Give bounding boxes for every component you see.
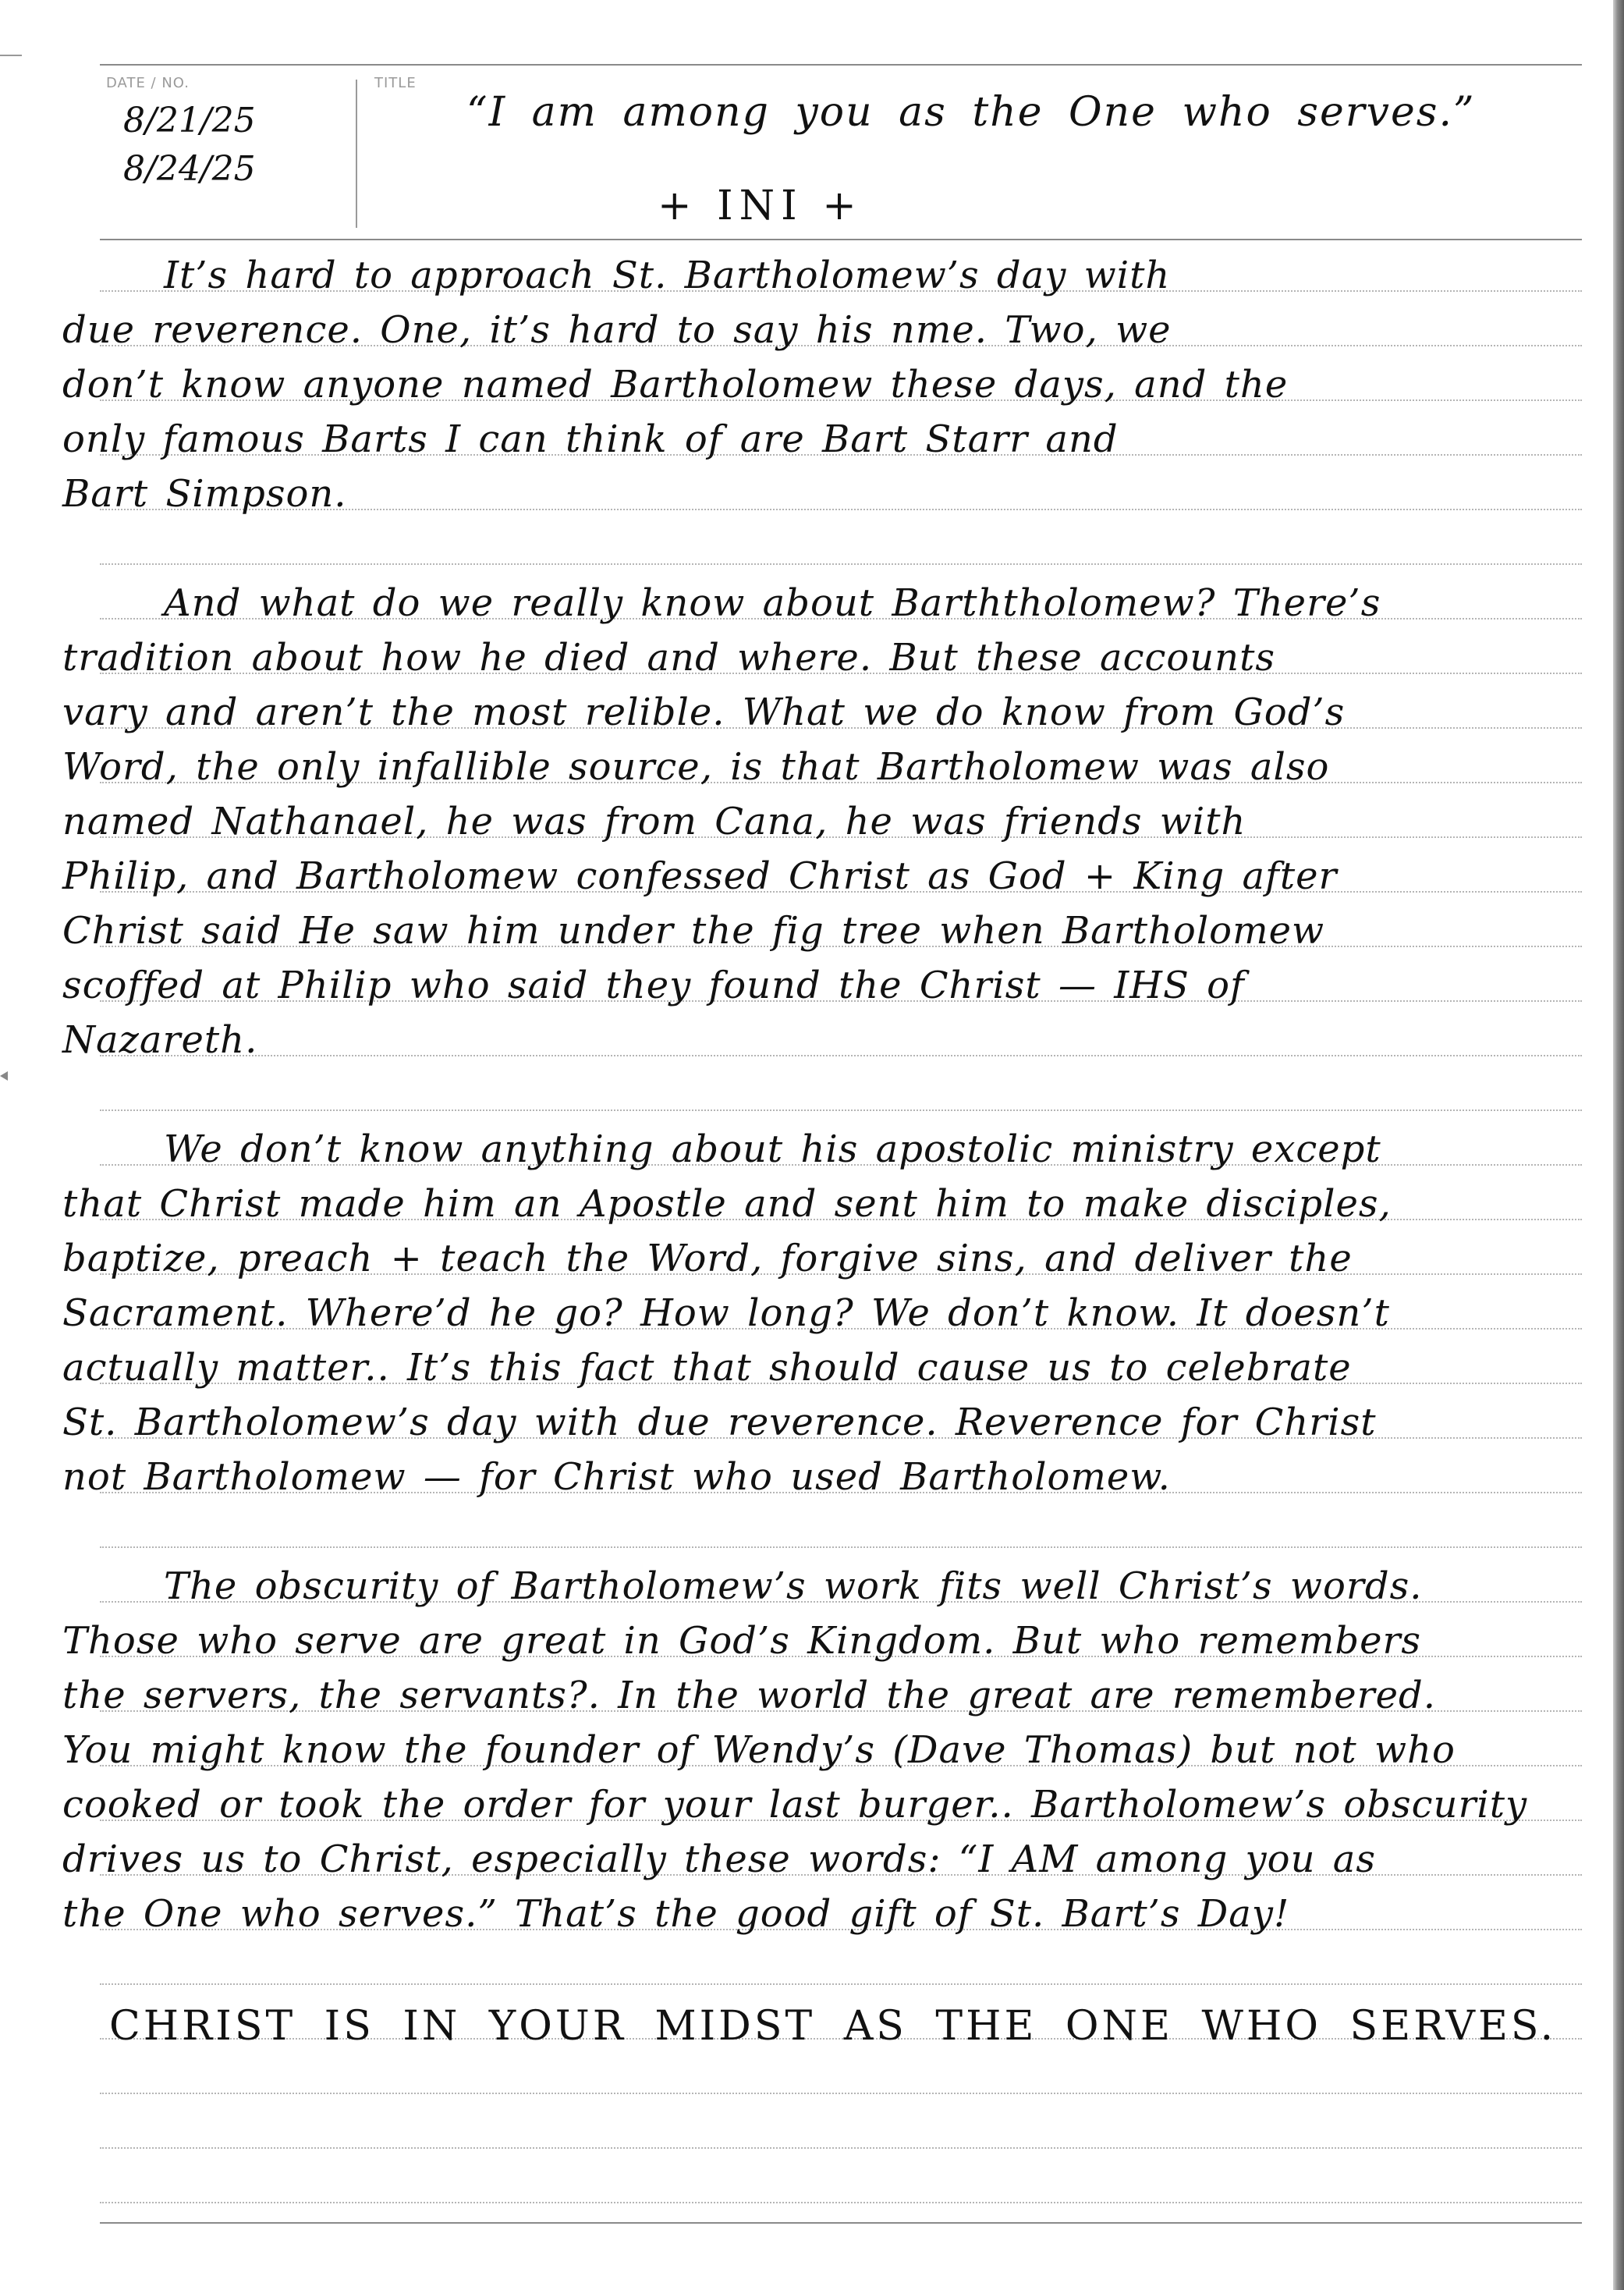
text-line: due reverence. One, it’s hard to say his nme. Two, we (62, 308, 1172, 352)
page-edge (1613, 0, 1624, 2290)
text-line: Word, the only infallible source, is that Bartholomew was also (62, 745, 1330, 789)
margin-arrow-mark (0, 1071, 8, 1081)
date-entries (123, 97, 349, 193)
paragraph (62, 248, 1591, 521)
date-label: DATE / NO. (106, 75, 190, 91)
ruled-line (100, 2202, 1582, 2203)
text-line: tradition about how he died and where. But these accounts (62, 636, 1276, 680)
margin-mark (0, 55, 22, 56)
text-line: Nazareth. (62, 1018, 258, 1062)
text-line: You might know the founder of Wendy’s (Dave Thomas) but not who (62, 1728, 1456, 1772)
title-label: TITLE (374, 75, 417, 91)
text-line: And what do we really know about Barththolomew? There’s (164, 581, 1381, 625)
journal-body (62, 248, 1591, 1941)
text-line: Philip, and Bartholomew confessed Christ as God + King after (62, 854, 1338, 898)
text-line: scoffed at Philip who said they found the Christ — IHS of (62, 964, 1245, 1007)
text-line: don’t know anyone named Bartholomew these days, and the (62, 363, 1289, 407)
paragraph (62, 576, 1591, 1067)
text-line: only famous Barts I can think of are Bart Starr and (62, 417, 1119, 461)
text-line: Those who serve are great in God’s Kingdom. But who remembers (62, 1619, 1422, 1663)
text-line: Bart Simpson. (62, 472, 347, 516)
date-entry: 8/24/25 (123, 149, 256, 189)
text-line: It’s hard to approach St. Bartholomew’s day with (164, 254, 1171, 297)
closing-statement: CHRIST IS IN YOUR MIDST AS THE ONE WHO SERVES. (109, 2003, 1557, 2050)
header-divider (356, 80, 357, 228)
bottom-rule (100, 2222, 1582, 2224)
text-line: drives us to Christ, especially these words: “I AM among you as (62, 1837, 1376, 1881)
header-rule (100, 239, 1582, 240)
text-line: actually matter.. It’s this fact that should cause us to celebrate (62, 1346, 1352, 1390)
text-line: cooked or took the order for your last burger.. Bartholomew’s obscurity (62, 1783, 1528, 1827)
text-line: St. Bartholomew’s day with due reverence. Reverence for Christ (62, 1401, 1377, 1444)
text-line: baptize, preach + teach the Word, forgive sins, and deliver the (62, 1237, 1353, 1280)
text-line: that Christ made him an Apostle and sent him to make disciples, (62, 1182, 1392, 1226)
text-line: The obscurity of Bartholomew’s work fits well Christ’s words. (164, 1564, 1423, 1608)
text-line: named Nathanael, he was from Cana, he was friends with (62, 800, 1246, 843)
text-line: We don’t know anything about his apostolic ministry except (164, 1127, 1381, 1171)
date-entry: 8/21/25 (123, 101, 256, 140)
cross-mark: + INI + (658, 183, 863, 229)
text-line: not Bartholomew — for Christ who used Bartholomew. (62, 1455, 1171, 1499)
ruled-line (100, 1983, 1582, 1985)
paragraph (62, 1122, 1591, 1504)
text-line: vary and aren’t the most relible. What we do know from God’s (62, 691, 1346, 734)
page-title: “I am among you as the One who serves.” (466, 89, 1476, 136)
ruled-line (100, 2093, 1582, 2094)
ruled-line (100, 2147, 1582, 2149)
text-line: the servers, the servants?. In the world the great are remembered. (62, 1674, 1436, 1717)
text-line: Christ said He saw him under the fig tree when Bartholomew (62, 909, 1325, 953)
notebook-header (100, 64, 1582, 241)
text-line: Sacrament. Where’d he go? How long? We don’t know. It doesn’t (62, 1291, 1390, 1335)
text-line: the One who serves.” That’s the good gift of St. Bart’s Day! (62, 1892, 1290, 1936)
paragraph (62, 1559, 1591, 1941)
